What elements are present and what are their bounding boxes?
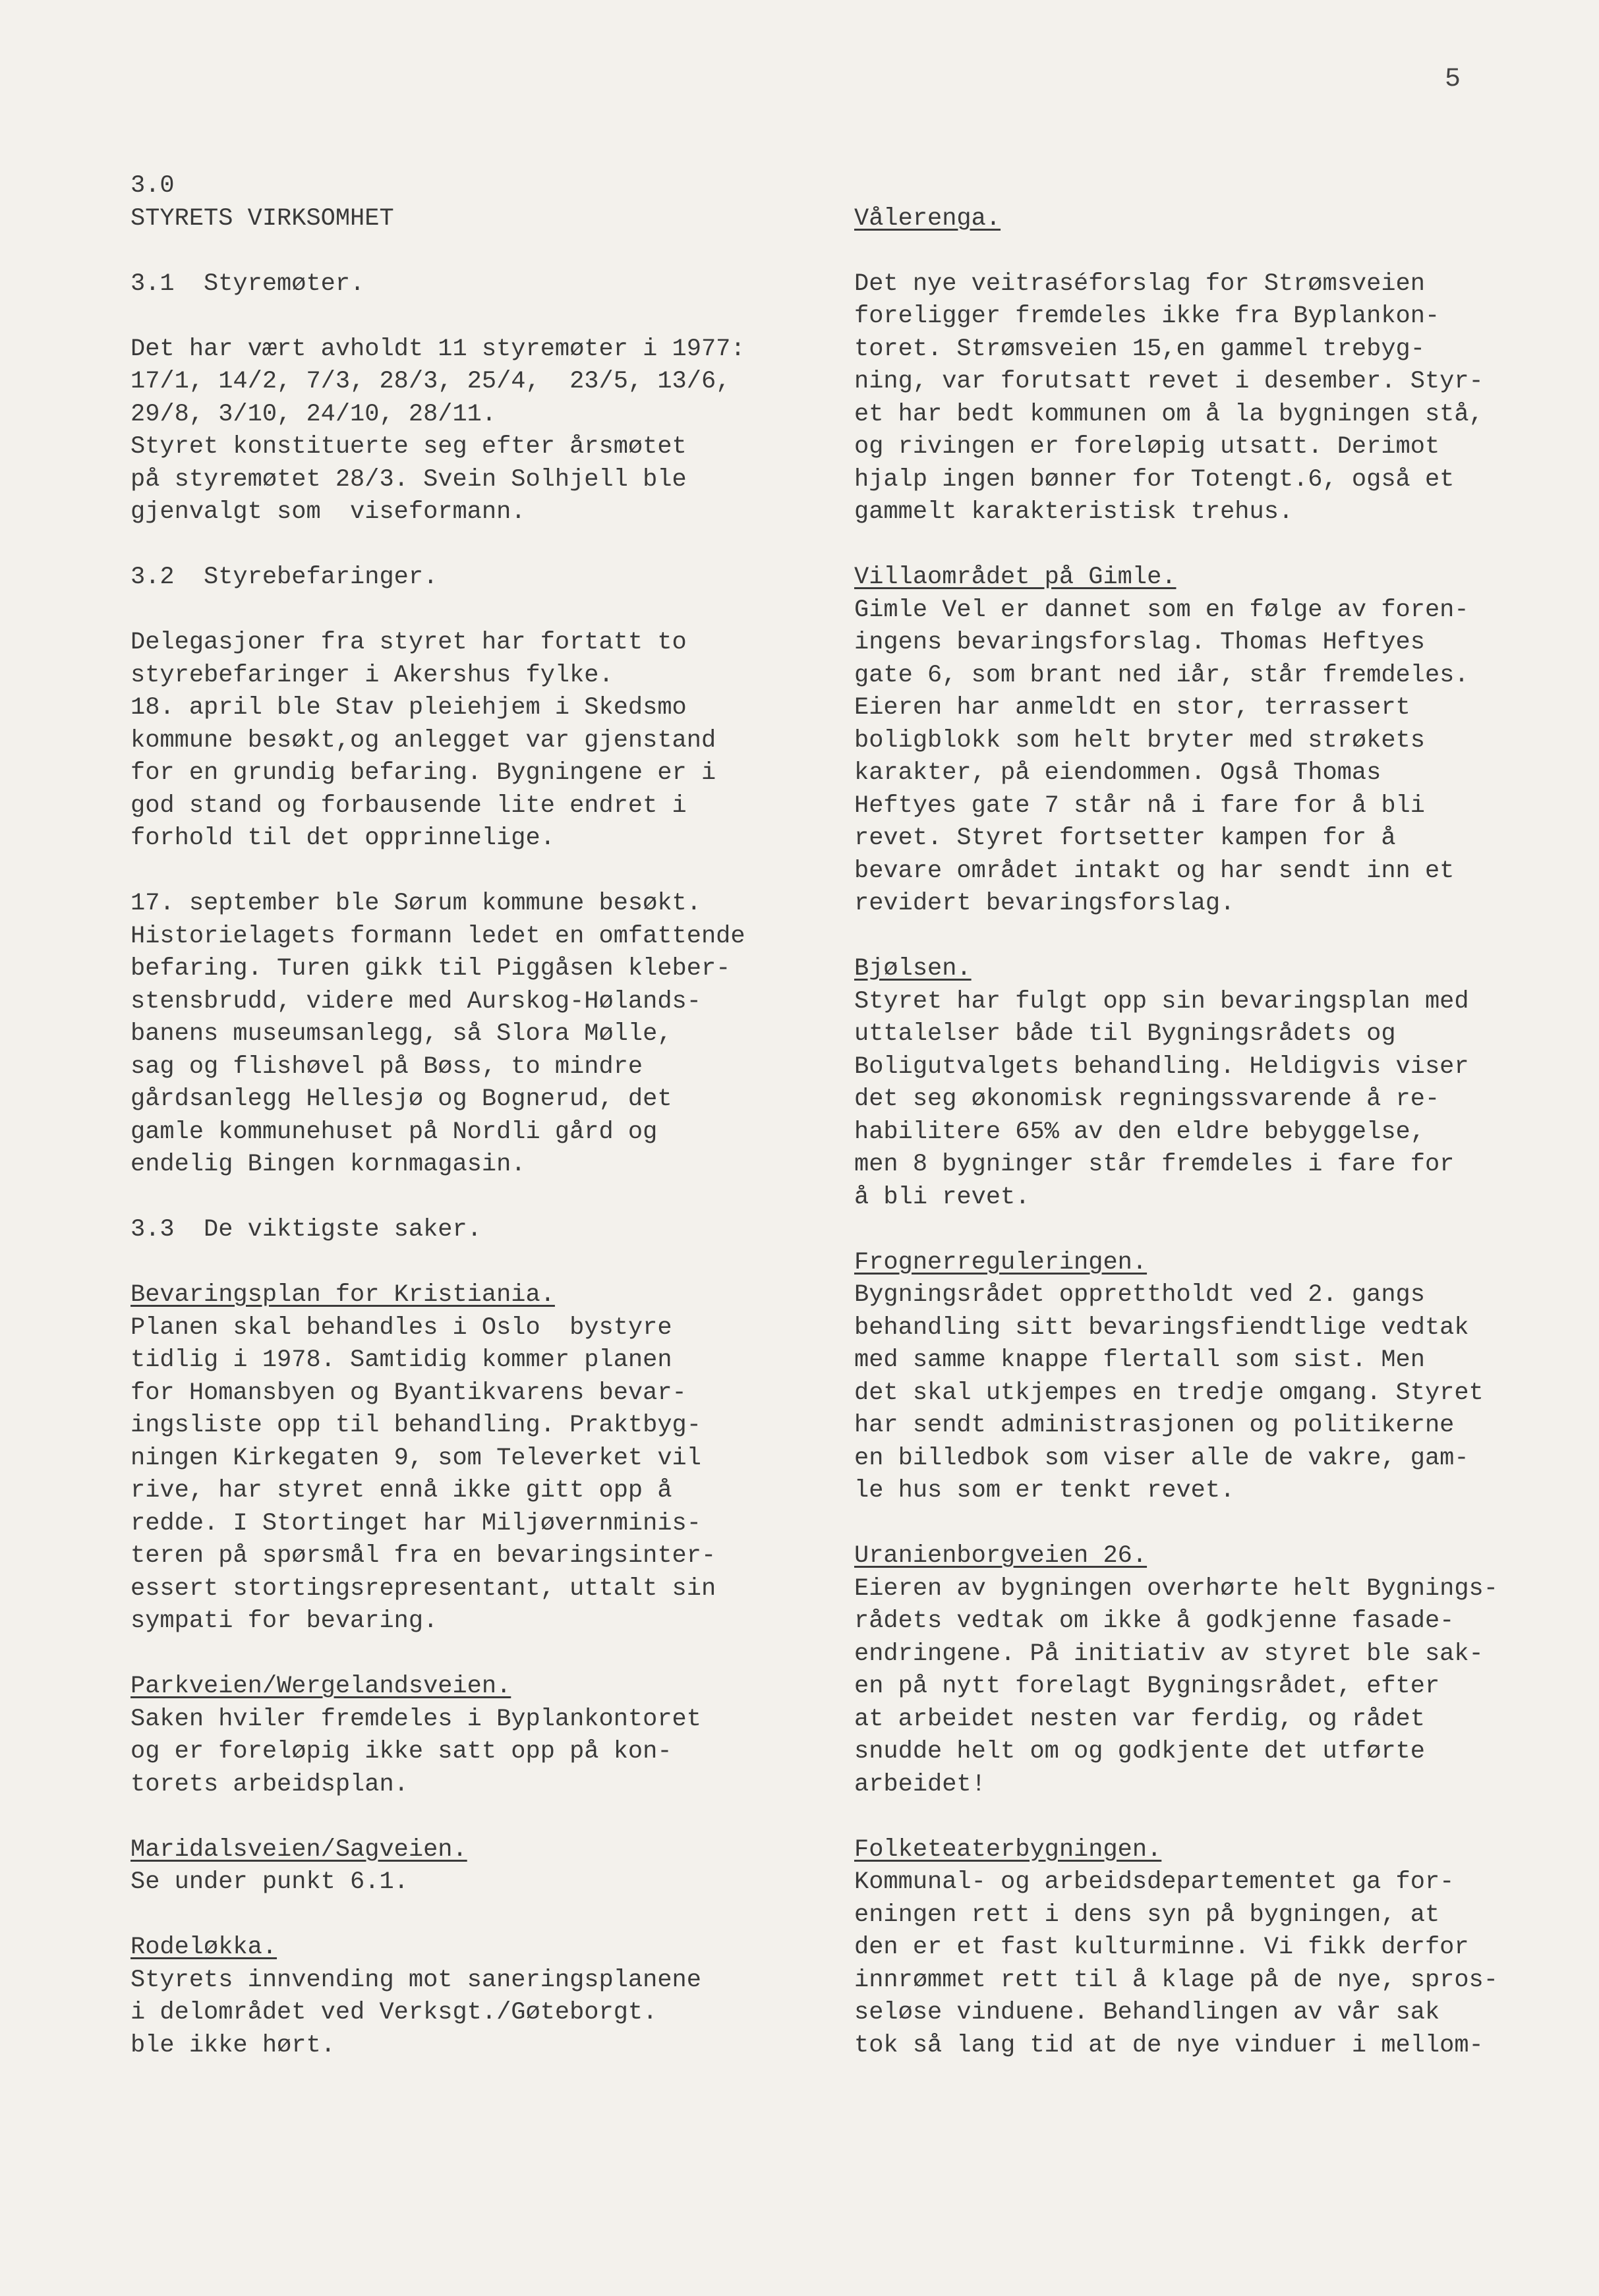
text-line: befaring. Turen gikk til Piggåsen kleber- xyxy=(131,955,731,983)
text-line: en billedbok som viser alle de vakre, gam- xyxy=(854,1444,1469,1472)
section-heading: Bjølsen. xyxy=(854,955,972,983)
text-line: Eieren av bygningen overhørte helt Bygnings- xyxy=(854,1574,1498,1603)
text-line: ning, var forutsatt revet i desember. Styr- xyxy=(854,368,1484,395)
text-line: habilitere 65% av den eldre bebyggelse, xyxy=(854,1118,1425,1146)
text-line: for Homansbyen og Byantikvarens bevar- xyxy=(131,1379,687,1407)
section-heading: Bevaringsplan for Kristiania. xyxy=(131,1281,555,1309)
blank-line xyxy=(131,301,829,333)
text-line: ingens bevaringsforslag. Thomas Heftyes xyxy=(854,629,1425,656)
text-line: karakter, på eiendommen. Også Thomas xyxy=(854,759,1381,787)
text-line: snudde helt om og godkjente det utførte xyxy=(854,1738,1425,1765)
section-heading: Villaområdet på Gimle. xyxy=(854,563,1177,591)
text-line: Gimle Vel er dannet som en følge av foren- xyxy=(854,596,1469,624)
blank-line xyxy=(854,1508,1579,1541)
text-line: Se under punkt 6.1. xyxy=(131,1868,409,1896)
page-number: 5 xyxy=(1445,65,1461,94)
text-line: Det nye veitraséforslag for Strømsveien xyxy=(854,270,1425,298)
text-line: og rivingen er foreløpig utsatt. Derimot xyxy=(854,433,1440,461)
text-line: Bygningsrådet opprettholdt ved 2. gangs xyxy=(854,1281,1425,1309)
text-line: Boligutvalgets behandling. Heldigvis viser xyxy=(854,1052,1469,1081)
text-line: ble ikke hørt. xyxy=(131,2031,335,2059)
text-line: gammelt karakteristisk trehus. xyxy=(854,498,1294,526)
blank-line xyxy=(131,1182,829,1215)
text-line: Det har vært avholdt 11 styremøter i 1977: xyxy=(131,335,745,363)
blank-line xyxy=(854,921,1579,954)
text-line: innrømmet rett til å klage på de nye, spros- xyxy=(854,1966,1498,1994)
text-line: Delegasjoner fra styret har fortatt to xyxy=(131,629,687,656)
blank-line xyxy=(131,1638,829,1671)
blank-line xyxy=(131,1801,829,1834)
blank-line xyxy=(131,855,829,888)
text-line: har sendt administrasjonen og politikerne xyxy=(854,1412,1455,1439)
text-line: STYRETS VIRKSOMHET xyxy=(131,204,394,233)
section-heading: Vålerenga. xyxy=(854,204,1001,233)
text-line: Saken hviler fremdeles i Byplankontoret xyxy=(131,1705,701,1733)
text-line: arbeidet! xyxy=(854,1770,986,1798)
text-line: kommune besøkt,og anlegget var gjenstand xyxy=(131,726,716,755)
text-line: å bli revet. xyxy=(854,1183,1030,1211)
text-line: gjenvalgt som viseformann. xyxy=(131,498,526,526)
blank-line xyxy=(854,1801,1579,1834)
text-line: styrebefaringer i Akershus fylke. xyxy=(131,661,614,689)
blank-line xyxy=(854,235,1579,268)
section-heading: Maridalsveien/Sagveien. xyxy=(131,1835,467,1864)
text-line: 17. september ble Sørum kommune besøkt. xyxy=(131,890,701,917)
text-line: at arbeidet nesten var ferdig, og rådet xyxy=(854,1705,1425,1733)
text-line: revidert bevaringsforslag. xyxy=(854,890,1235,917)
text-line: 3.2 Styrebefaringer. xyxy=(131,563,438,591)
text-line: le hus som er tenkt revet. xyxy=(854,1477,1235,1505)
section-heading: Parkveien/Wergelandsveien. xyxy=(131,1673,511,1700)
text-line: den er et fast kulturminne. Vi fikk derfor xyxy=(854,1934,1469,1961)
blank-line xyxy=(131,235,829,268)
text-line: bevare området intakt og har sendt inn et xyxy=(854,857,1455,885)
text-line: 18. april ble Stav pleiehjem i Skedsmo xyxy=(131,694,687,722)
section-heading: Frognerreguleringen. xyxy=(854,1248,1148,1277)
blank-line xyxy=(131,1899,829,1932)
section-heading: Uranienborgveien 26. xyxy=(854,1542,1148,1570)
text-line: gate 6, som brant ned iår, står fremdeles. xyxy=(854,661,1469,689)
text-line: seløse vinduene. Behandlingen av vår sak xyxy=(854,1999,1440,2026)
text-line: tidlig i 1978. Samtidig kommer planen xyxy=(131,1346,672,1374)
text-line: rådets vedtak om ikke å godkjenne fasade- xyxy=(854,1607,1455,1635)
text-line: foreligger fremdeles ikke fra Byplankon- xyxy=(854,302,1440,330)
right-column xyxy=(854,170,1579,2062)
text-line: på styremøtet 28/3. Svein Solhjell ble xyxy=(131,465,687,494)
blank-line xyxy=(854,170,1579,203)
text-line: 3.1 Styremøter. xyxy=(131,270,365,298)
text-line: banens museumsanlegg, så Slora Mølle, xyxy=(131,1020,672,1048)
text-line: essert stortingsrepresentant, uttalt sin xyxy=(131,1574,716,1603)
text-line: hjalp ingen bønner for Totengt.6, også et xyxy=(854,465,1455,494)
text-line: revet. Styret fortsetter kampen for å xyxy=(854,824,1396,852)
text-line: 3.3 De viktigste saker. xyxy=(131,1216,482,1244)
text-line: men 8 bygninger står fremdeles i fare for xyxy=(854,1151,1455,1178)
text-line: det seg økonomisk regningssvarende å re- xyxy=(854,1085,1440,1113)
text-line: 17/1, 14/2, 7/3, 28/3, 25/4, 23/5, 13/6, xyxy=(131,368,731,395)
text-line: Styrets innvending mot saneringsplanene xyxy=(131,1966,701,1994)
text-line: toret. Strømsveien 15,en gammel trebyg- xyxy=(854,335,1425,363)
blank-line xyxy=(131,1247,829,1280)
text-line: og er foreløpig ikke satt opp på kon- xyxy=(131,1738,672,1765)
blank-line xyxy=(854,529,1579,562)
section-heading: Rodeløkka. xyxy=(131,1934,277,1961)
blank-line xyxy=(854,1214,1579,1247)
text-line: sympati for bevaring. xyxy=(131,1607,438,1635)
text-line: behandling sitt bevaringsfiendtlige vedtak xyxy=(854,1313,1469,1342)
blank-line xyxy=(131,594,829,627)
text-line: rive, har styret ennå ikke gitt opp å xyxy=(131,1477,672,1505)
text-line: 3.0 xyxy=(131,172,175,200)
text-line: gamle kommunehuset på Nordli gård og xyxy=(131,1118,658,1146)
text-line: uttalelser både til Bygningsrådets og xyxy=(854,1020,1396,1048)
text-line: boligblokk som helt bryter med strøkets xyxy=(854,726,1425,755)
section-heading: Folketeaterbygningen. xyxy=(854,1835,1162,1864)
text-line: ningen Kirkegaten 9, som Televerket vil xyxy=(131,1444,701,1472)
text-line: Kommunal- og arbeidsdepartementet ga for- xyxy=(854,1868,1455,1896)
text-line: med samme knappe flertall som sist. Men xyxy=(854,1346,1425,1374)
text-line: en på nytt forelagt Bygningsrådet, efter xyxy=(854,1673,1440,1700)
text-line: Styret har fulgt opp sin bevaringsplan med xyxy=(854,987,1469,1016)
text-line: endringene. På initiativ av styret ble sak- xyxy=(854,1640,1484,1668)
text-line: endelig Bingen kornmagasin. xyxy=(131,1151,526,1178)
text-line: Historielagets formann ledet en omfattende xyxy=(131,922,745,950)
left-column xyxy=(131,170,829,2062)
text-line: i delområdet ved Verksgt./Gøteborgt. xyxy=(131,1999,658,2026)
text-line: tok så lang tid at de nye vinduer i mellom- xyxy=(854,2031,1484,2059)
text-line: Planen skal behandles i Oslo bystyre xyxy=(131,1313,672,1342)
text-line: Styret konstituerte seg efter årsmøtet xyxy=(131,433,687,461)
text-line: ingsliste opp til behandling. Praktbyg- xyxy=(131,1412,701,1439)
text-line: 29/8, 3/10, 24/10, 28/11. xyxy=(131,400,497,428)
text-line: Eieren har anmeldt en stor, terrassert xyxy=(854,694,1410,722)
text-line: teren på spørsmål fra en bevaringsinter- xyxy=(131,1542,716,1570)
text-line: gårdsanlegg Hellesjø og Bognerud, det xyxy=(131,1085,672,1113)
text-line: forhold til det opprinnelige. xyxy=(131,824,555,852)
text-line: for en grundig befaring. Bygningene er i xyxy=(131,759,716,787)
text-line: stensbrudd, videre med Aurskog-Hølands- xyxy=(131,987,701,1016)
blank-line xyxy=(131,529,829,562)
text-line: det skal utkjempes en tredje omgang. Styret xyxy=(854,1379,1484,1407)
text-line: god stand og forbausende lite endret i xyxy=(131,791,687,820)
text-line: torets arbeidsplan. xyxy=(131,1770,409,1798)
text-line: redde. I Stortinget har Miljøvernminis- xyxy=(131,1509,701,1537)
text-line: et har bedt kommunen om å la bygningen stå, xyxy=(854,400,1484,428)
text-line: Heftyes gate 7 står nå i fare for å bli xyxy=(854,791,1425,820)
text-line: eningen rett i dens syn på bygningen, at xyxy=(854,1901,1440,1929)
text-line: sag og flishøvel på Bøss, to mindre xyxy=(131,1052,643,1081)
